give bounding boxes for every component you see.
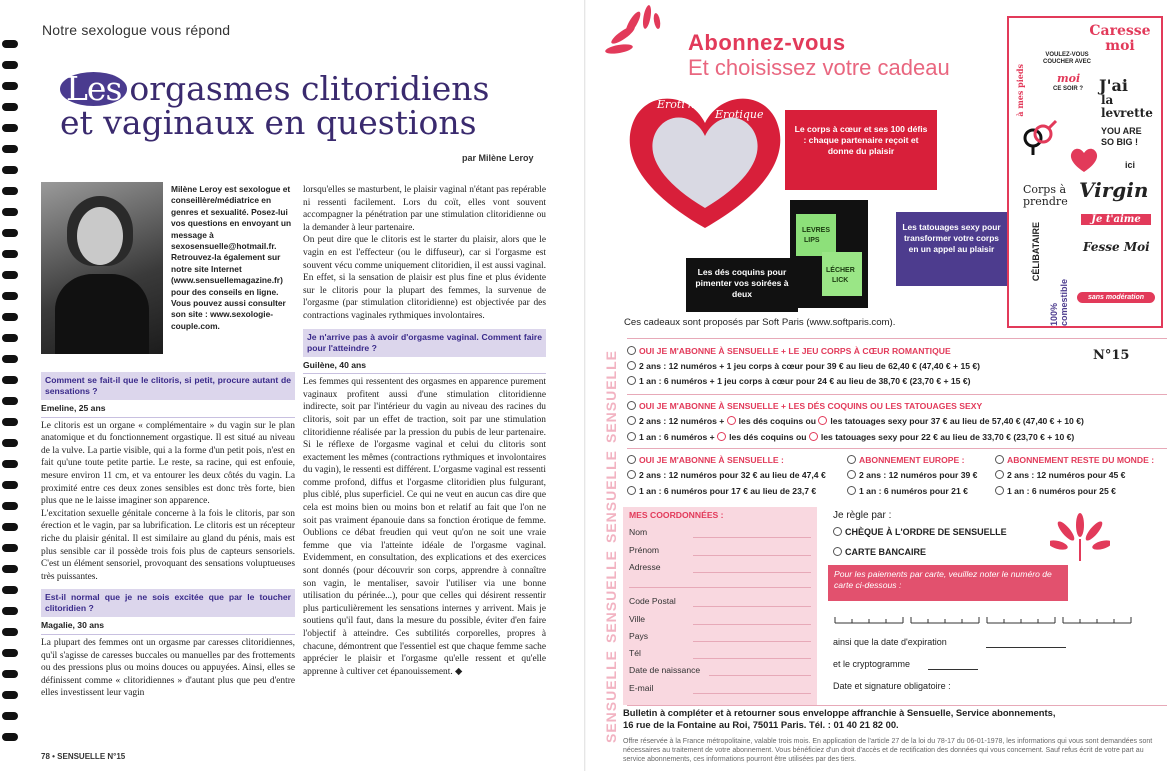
- spiral-ring: [2, 166, 18, 174]
- author-bio: Milène Leroy est sexologue et conseillère/médiatrice en genres et sexualité. Posez-lui vos questions en envoyant un message à sexosensuelle@hotmail.fr. Retrouvez-la également sur notre site Internet (www.sensuellemagazine.fr) pour des conseils en ligne. Vous pouvez aussi consulter son site : www.sexologie-couple.com.: [171, 184, 292, 331]
- pay-card-option[interactable]: CARTE BANCAIRE: [833, 547, 926, 557]
- radio-icon[interactable]: [818, 416, 827, 425]
- offer-1-option-a[interactable]: 2 ans : 12 numéros + 1 jeu corps à cœur pour 39 € au lieu de 62,40 € (47,40 € + 15 €): [627, 361, 980, 372]
- spiral-ring: [2, 691, 18, 699]
- subscribe-heading: Abonnez-vous: [688, 30, 846, 55]
- field-tel-input[interactable]: [693, 658, 811, 659]
- world-option-a[interactable]: 2 ans : 12 numéros pour 45 €: [995, 470, 1125, 481]
- expiry-input[interactable]: [986, 647, 1066, 648]
- radio-icon[interactable]: [833, 547, 842, 556]
- spiral-ring: [2, 334, 18, 342]
- byline: par Milène Leroy: [462, 153, 534, 163]
- article-title: [60, 69, 580, 142]
- field-birthdate-input[interactable]: [709, 675, 811, 676]
- spiral-ring: [2, 607, 18, 615]
- spiral-ring: [2, 523, 18, 531]
- radio-icon[interactable]: [627, 401, 636, 410]
- spiral-ring: [2, 649, 18, 657]
- field-prenom-input[interactable]: [693, 555, 811, 556]
- radio-icon[interactable]: [627, 346, 636, 355]
- flower-icon: [605, 5, 665, 55]
- spiral-ring: [2, 502, 18, 510]
- spiral-ring: [2, 82, 18, 90]
- answer-2-paragraph-1: La plupart des femmes ont un orgasme par caresses clitoridiennes, qu'il s'agisse de caresses buccales ou manuelles par des frottements ou des pressions plus ou moins douces ou appuyées. Ainsi, elles se définissent comme « clitoridiennes » d'autant plus que peu d'entre elles investissent leur vagin: [41, 637, 295, 699]
- spiral-ring: [2, 229, 18, 237]
- question-2-author: Magalie, 30 ans: [41, 619, 295, 635]
- author-photo: [41, 182, 163, 354]
- svg-text:LICK: LICK: [832, 277, 849, 284]
- field-email-input[interactable]: [693, 693, 811, 694]
- radio-icon[interactable]: [627, 376, 636, 385]
- tattoo-sheet-image: Caresse moi VOULEZ-VOUS COUCHER AVEC moi CE SOIR ? à mes pieds J'ai la levrette YOU ARE SO BIG ! ici Corps à prendre Virgin CÉLIBATAIRE Je t'aime Fesse Moi 100% comestible sans modération: [1007, 16, 1163, 328]
- offer-3-option-b[interactable]: 1 an : 6 numéros pour 17 € au lieu de 23,7 €: [627, 486, 816, 497]
- radio-icon[interactable]: [995, 455, 1004, 464]
- question-3: Je n'arrive pas à avoir d'orgasme vaginal. Comment faire pour l'atteindre ?: [303, 329, 546, 357]
- spiral-ring: [2, 481, 18, 489]
- field-adresse-input[interactable]: [693, 572, 811, 573]
- field-nom-input[interactable]: [693, 537, 811, 538]
- spiral-ring: [2, 40, 18, 48]
- spiral-ring: [2, 418, 18, 426]
- question-1: Comment se fait-il que le clitoris, si petit, procure autant de sensations ?: [41, 372, 295, 400]
- radio-icon[interactable]: [833, 527, 842, 536]
- field-adresse-label: Adresse: [629, 562, 661, 572]
- article-column-2: [303, 184, 546, 678]
- tattoo-caption: Les tatouages sexy pour transformer votre corps en un appel au plaisir: [896, 212, 1007, 286]
- radio-icon[interactable]: [809, 432, 818, 441]
- heart-game-caption: Le corps à cœur et ses 100 défis : chaque partenaire reçoit et donne du plaisir: [785, 110, 937, 190]
- spiral-binding: [0, 40, 20, 760]
- flower-icon: [1050, 513, 1110, 563]
- europe-option-a[interactable]: 2 ans : 12 numéros pour 39 €: [847, 470, 977, 481]
- europe-title[interactable]: ABONNEMENT EUROPE :: [847, 455, 965, 466]
- spiral-ring: [2, 103, 18, 111]
- field-birthdate-label: Date de naissance: [629, 665, 701, 675]
- field-pays-label: Pays: [629, 631, 649, 641]
- gifts-note: Ces cadeaux sont proposés par Soft Paris (www.softparis.com).: [624, 317, 896, 328]
- radio-icon[interactable]: [847, 455, 856, 464]
- radio-icon[interactable]: [847, 470, 856, 479]
- contact-form: [623, 507, 817, 705]
- spiral-ring: [2, 61, 18, 69]
- title-line-2: et vaginaux en questions: [60, 103, 477, 142]
- issue-number: N°15: [1093, 348, 1130, 363]
- title-les-badge: Les: [60, 72, 127, 106]
- offer-2-title[interactable]: OUI JE M'ABONNE À SENSUELLE + LES DÉS COQUINS OU LES TATOUAGES SEXY: [627, 401, 982, 412]
- radio-icon[interactable]: [847, 486, 856, 495]
- spiral-ring: [2, 355, 18, 363]
- radio-icon[interactable]: [995, 470, 1004, 479]
- radio-icon[interactable]: [717, 432, 726, 441]
- payment-form: [828, 507, 1169, 705]
- page-footer: 78 • SENSUELLE N°15: [41, 752, 126, 761]
- radio-icon[interactable]: [627, 432, 636, 441]
- col2-paragraph-2: On peut dire que le clitoris est le starter du plaisir, alors que le vagin en est l'effecteur (ou le diffuseur), car si l'orgasme est souvent vécu comme uniquement clitoridien, il est aussi vaginal. En effet, si la sensation de plaisir est plus fine et plus évidente sur le clitoris pour la plupart des femmes, la survenue de l'orgasme (par stimulation clitoridienne) est objectivée par des contractions vaginales rythmiques involontaires.: [303, 235, 546, 321]
- col2-paragraph-1: lorsqu'elles se masturbent, le plaisir vaginal n'étant pas repérable ni ressenti facilement. Lors du coït, elles vont souvent accompagner la pénétration par une stimulation clitoridienne ou la demander à leur partenaire.: [303, 185, 546, 233]
- answer-1-paragraph-2: L'excitation sexuelle génitale concerne à la fois le clitoris, par son érection et le vagin, par sa lubrification. Le clitoris est un récepteur riche du plaisir génital. Il est similaire au gland du pénis, mais est plus sensible car il possède trois fois plus de capteurs sensoriels. C'est un élément sensoriel, provoquant des sensations voluptueuses très puissantes.: [41, 508, 295, 582]
- field-code-postal-label: Code Postal: [629, 596, 676, 606]
- choose-gift-heading: Et choisissez votre cadeau: [688, 55, 950, 80]
- spiral-ring: [2, 250, 18, 258]
- offer-3-option-a[interactable]: 2 ans : 12 numéros pour 32 € au lieu de 47,4 €: [627, 470, 826, 481]
- spiral-ring: [2, 439, 18, 447]
- section-label: Notre sexologue vous répond: [42, 22, 231, 38]
- dice-caption: Les dés coquins pour pimenter vos soirées à deux: [686, 258, 798, 312]
- legal-fine-print: Offre réservée à la France métropolitaine, valable trois mois. En application de l'article 27 de la loi du 78-17 du 06-01-1978, les informations qui vous sont demandées sont nécessaires au traitement de votre abonnement. Vous bénéficiez d'un droit d'accès et de rectification des données qui vous concernent. Sauf refus écrit de votre part au service abonnements, ces informations pourront être utilisées par des tiers.: [623, 738, 1153, 763]
- field-prenom-label: Prénom: [629, 545, 660, 555]
- spiral-ring: [2, 271, 18, 279]
- glow-dice-image: [790, 200, 868, 308]
- gender-symbols-icon: [1019, 118, 1059, 158]
- svg-text:LEVRES: LEVRES: [802, 227, 831, 234]
- radio-icon[interactable]: [995, 486, 1004, 495]
- spiral-ring: [2, 460, 18, 468]
- crypto-input[interactable]: [928, 669, 978, 670]
- contact-form-title: MES COORDONNÉES :: [629, 510, 724, 520]
- card-number-input[interactable]: [833, 611, 1163, 625]
- crypto-label: et le cryptogramme: [833, 659, 911, 669]
- field-pays-input[interactable]: [693, 641, 811, 642]
- radio-icon[interactable]: [627, 486, 636, 495]
- spiral-ring: [2, 733, 18, 741]
- spiral-ring: [2, 586, 18, 594]
- spiral-ring: [2, 313, 18, 321]
- heart-icon: [1069, 146, 1099, 174]
- field-ville-label: Ville: [629, 614, 646, 624]
- radio-icon[interactable]: [627, 416, 636, 425]
- offer-2-option-b[interactable]: 1 an : 6 numéros + les dés coquins ou les tatouages sexy pour 22 € au lieu de 33,70 € (23,70 € + 10 €): [627, 432, 1074, 443]
- field-ville-input[interactable]: [693, 624, 811, 625]
- radio-icon[interactable]: [627, 361, 636, 370]
- answer-1-paragraph-1: Le clitoris est un organe « complémentaire » du vagin sur le plan anatomique et du fonctionnement orgastique. Il est situé au niveau de la vulve. La partie visible, qui a la forme d'un petit pois, n'est en fait qu'une toute petite partie. Le reste, sa racine, qui est enfouie, mesure environ 11 cm, et va entourer les deux côtés du vagin. La proximité entre ces deux zones sensibles est donc très forte, bien plus que ne le laisse imaginer son apparence.: [41, 420, 295, 507]
- answer-3-paragraph-1: Les femmes qui ressentent des orgasmes en apparence purement vaginaux profitent aussi d'une stimulation clitoridienne indirecte, soit par l'intérieur du vagin au niveau des racines du clitoris, soit par un effet de traction, soit par une stimulation clitoridienne réalisée par la pression du pubis de leur partenaire. Si le réflexe de l'orgasme vaginal et celui du clitoris sont exactement les mêmes (contractions rythmiques et involontaires du vagin), le ressenti est différent. L'orgasme vaginal est ressenti comme profond, diffus et l'orgasme clitoridien plus fulgurant, plus ciblé, plus superficiel. Ce qui ne veut en aucun cas dire que cela est moins bien ou moins bon et relatif au fait que l'on ne soit pas vraiment épanouie dans sa fonction érotique de femme. Oublions ce débat freudien qui veut qu'on ne soit une vraie femme que via l'atteinte idéale de l'orgasme vaginal. Evidemment, en consultation, des explications et des exercices sont donnés (pour découvrir son corps, apprendre à connaître son vagin, le mentaliser, savoir l'utiliser via une bonne utilisation du périnée...), pour que celles qui désirent ressentir plus particulièrement les sensations internes y arrivent. Mais je soutiens qu'il faut, dans la mesure du possible, éviter d'en faire l'objectif à atteindre. Ces subtilités corporelles, propres à chacune, démontrent que l'essentiel est que chaque femme sache apprécier le plaisir et l'orgasme qu'elle ressent et qu'elle apprenne à cultiver cet épanouissement. ◆: [303, 377, 546, 677]
- payment-title: Je règle par :: [833, 510, 892, 521]
- offer-1-option-b[interactable]: 1 an : 6 numéros + 1 jeu corps à cœur pour 24 € au lieu de 38,70 € (23,70 € + 15 €): [627, 376, 970, 387]
- field-tel-label: Tél: [629, 648, 641, 658]
- spiral-ring: [2, 187, 18, 195]
- spiral-ring: [2, 124, 18, 132]
- spiral-ring: [2, 376, 18, 384]
- spiral-ring: [2, 712, 18, 720]
- pay-cheque-option[interactable]: CHÈQUE À L'ORDRE DE SENSUELLE: [833, 527, 1007, 537]
- radio-icon[interactable]: [627, 470, 636, 479]
- question-3-author: Guilène, 40 ans: [303, 359, 546, 375]
- title-line-1: orgasmes clitoridiens: [129, 69, 490, 108]
- spiral-ring: [2, 397, 18, 405]
- field-code-postal-input[interactable]: [693, 606, 811, 607]
- svg-text:LIPS: LIPS: [804, 237, 820, 244]
- card-note: Pour les paiements par carte, veuillez noter le numéro de carte ci-dessous :: [828, 565, 1068, 601]
- field-nom-label: Nom: [629, 527, 648, 537]
- spiral-ring: [2, 628, 18, 636]
- radio-icon[interactable]: [627, 455, 636, 464]
- offer-2-option-a[interactable]: 2 ans : 12 numéros + les dés coquins ou les tatouages sexy pour 37 € au lieu de 57,40 € (47,40 € + 10 €): [627, 416, 1084, 427]
- svg-text:LÉCHER: LÉCHER: [826, 267, 855, 274]
- expiry-label: ainsi que la date d'expiration: [833, 637, 947, 647]
- offer-1-title[interactable]: OUI JE M'ABONNE À SENSUELLE + LE JEU CORPS À CŒUR ROMANTIQUE: [627, 346, 951, 357]
- heart-box-image: [615, 78, 795, 238]
- mailing-instructions: Bulletin à compléter et à retourner sous enveloppe affranchie à Sensuelle, Service abonnements, 16 rue de la Fontaine au Roi, 75011 Paris. Tél. : 01 40 21 82 00.: [623, 707, 1056, 730]
- signature-label: Date et signature obligatoire :: [833, 681, 951, 691]
- world-title[interactable]: ABONNEMENT RESTE DU MONDE :: [995, 455, 1154, 466]
- question-2: Est-il normal que je ne sois excitée que par le toucher clitoridien ?: [41, 589, 295, 617]
- radio-icon[interactable]: [727, 416, 736, 425]
- spiral-ring: [2, 544, 18, 552]
- spiral-ring: [2, 670, 18, 678]
- svg-text:Eroti'k: Eroti'k: [657, 98, 695, 111]
- subscription-page: [585, 0, 1170, 771]
- article-column-1: [41, 370, 295, 700]
- svg-text:Erotique: Erotique: [715, 108, 764, 121]
- spiral-ring: [2, 145, 18, 153]
- question-1-author: Emeline, 25 ans: [41, 402, 295, 418]
- europe-option-b[interactable]: 1 an : 6 numéros pour 21 €: [847, 486, 968, 497]
- field-email-label: E-mail: [629, 683, 654, 693]
- spiral-ring: [2, 292, 18, 300]
- world-option-b[interactable]: 1 an : 6 numéros pour 25 €: [995, 486, 1116, 497]
- spiral-ring: [2, 565, 18, 573]
- spiral-ring: [2, 208, 18, 216]
- offer-3-title[interactable]: OUI JE M'ABONNE À SENSUELLE :: [627, 455, 784, 466]
- sensuelle-side-banner: SENSUELLE SENSUELLE SENSUELLE SENSUELLE: [603, 350, 619, 744]
